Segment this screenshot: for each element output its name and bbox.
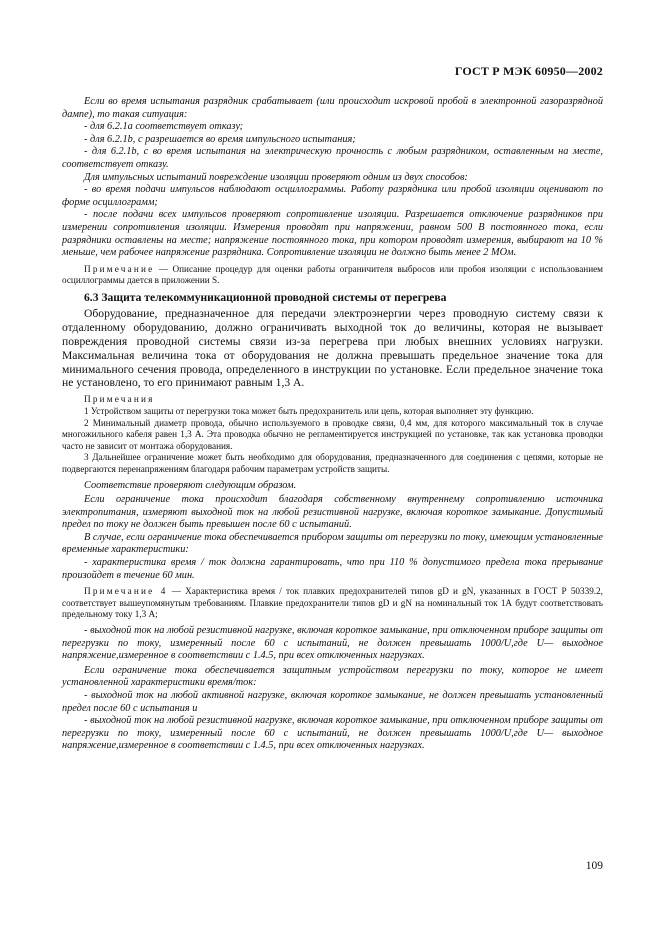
note-text: — Описание процедур для оценки работы ограничителя выбросов или пробоя изоляции с использованием осциллограммы дается в приложении S. bbox=[62, 263, 603, 286]
note-item: 2 Минимальный диаметр провода, обычно используемого в проводке связи, 0,4 мм, для которого максимальный ток в случае многожильного кабеля равен 1,3 А. Эта проводка обычно не регламентируется инструкцией по установке, так как установка проводки часто не зависит от монтажа оборудования. bbox=[62, 417, 603, 451]
standard-header: ГОСТ Р МЭК 60950—2002 bbox=[454, 64, 603, 78]
paragraph: Соответствие проверяют следующим образом. bbox=[84, 479, 297, 491]
note-label: Примечание bbox=[84, 263, 155, 274]
list-item: - выходной ток на любой резистивной нагрузке, включая короткое замыкание, при отключенном приборе защиты от перегрузки по току, измеренный после 60 с испытаний, не должен превышать 1000/U,где U— выходное напряжение,измеренное в соответствии с 1.4.5, при всех отключенных нагрузках. bbox=[62, 625, 603, 662]
note-item: 3 Дальнейшее ограничение может быть необходимо для оборудования, предназначенного для соединения с цепями, которые не подвергаются перенапряжениям благодаря рабочим параметрам устройств защиты. bbox=[62, 452, 603, 474]
note bbox=[62, 586, 603, 621]
note-text: — Характеристика время / ток плавких предохранителей типов gD и gN, указанных в ГОСТ Р 50339.2, соответствует вышеупомянутым требованиям. Плавкие предохранители типов gD и gN на номинальный ток 1А будут соответствовать предельному току 1,3 А; bbox=[62, 586, 603, 620]
section-body: Оборудование, предназначенное для передачи электроэнергии через проводную систему связи к отдаленному оборудованию, должно ограничивать выходной ток до величины, которая не вызывает повреждения проводной системы связи из-за перегрева при любых внешних условиях нагрузки. Максимальная величина тока от оборудования не должна превышать предельное значение тока для минимального сечения провода, определенного в инструкции по установке. Если предельное значение тока не установлено, то его принимают равным 1,3 А. bbox=[62, 306, 603, 390]
note-item: 1 Устройством защиты от перегрузки тока может быть предохранитель или цепь, которая выполняет эту функцию. bbox=[84, 405, 534, 416]
list-item: - выходной ток на любой активной нагрузке, включая короткое замыкание, не должен превышать установленный предел после 60 с испытания и bbox=[62, 690, 603, 714]
paragraph: Если ограничение тока происходит благодаря собственному внутреннему сопротивлению источника электропитания, измеряют выходной ток на любой резистивной нагрузке, включая короткое замыкание. Допустимый предел по току не должен быть превышен после 60 с испытаний. bbox=[62, 494, 603, 531]
list-item: - характеристика время / ток должна гарантировать, что при 110 % допустимого предела тока прерывание произойдет в течение 60 мин. bbox=[62, 557, 603, 581]
list-item: - выходной ток на любой резистивной нагрузке, включая короткое замыкание, при отключенном приборе защиты от перегрузки по току, измеренный после 60 с испытаний, не должен превышать 1000/U,где U— выходное напряжение,измеренное в соответствии с 1.4.5, при всех отключенных нагрузках. bbox=[62, 715, 603, 752]
note bbox=[62, 264, 603, 287]
paragraph: Если во время испытания разрядник срабатывает (или происходит искровой пробой в электронной газоразрядной дампе), то такая ситуация: bbox=[62, 96, 603, 120]
page-content bbox=[62, 96, 603, 753]
list-item: - для 6.2.1b, с во время испытания на электрическую прочность с любым разрядником, оставленным на месте, соответствует отказу. bbox=[62, 146, 603, 170]
list-item: - после подачи всех импульсов проверяют сопротивление изоляции. Разрешается отключение разрядников при измерении сопротивления изоляции. Измерения проводят при напряжении, равном 500 В постоянного тока, если разрядники оставлены на месте; напряжение постоянного тока, при котором проводят измерения, выбирают на 10 % меньше, чем рабочее напряжение разрядника. Сопротивление изоляции не должно быть менее 2 МОм. bbox=[62, 209, 603, 259]
notes-label: Примечания bbox=[84, 394, 155, 405]
paragraph: В случае, если ограничение тока обеспечивается прибором защиты от перегрузки по току, имеющим установленные временные характеристики: bbox=[62, 531, 603, 556]
page-number: 109 bbox=[585, 860, 603, 872]
section-heading: 6.3 Защита телекоммуникационной проводной системы от перегрева bbox=[84, 290, 447, 304]
list-item: - для 6.2.1а соответствует отказу; bbox=[84, 121, 244, 133]
list-item: - во время подачи импульсов наблюдают осциллограммы. Работу разрядника или пробой изоляции оценивают по форме осциллограмм; bbox=[62, 184, 603, 208]
note-label: Примечание 4 bbox=[84, 586, 168, 597]
list-item: - для 6.2.1b, с разрешается во время импульсного испытания; bbox=[84, 133, 356, 145]
paragraph: Для импульсных испытаний повреждение изоляции проверяют одним из двух способов: bbox=[84, 171, 468, 183]
paragraph: Если ограничение тока обеспечивается защитным устройством перегрузки по току, которое не имеет установленной характеристики время/ток: bbox=[62, 664, 603, 689]
